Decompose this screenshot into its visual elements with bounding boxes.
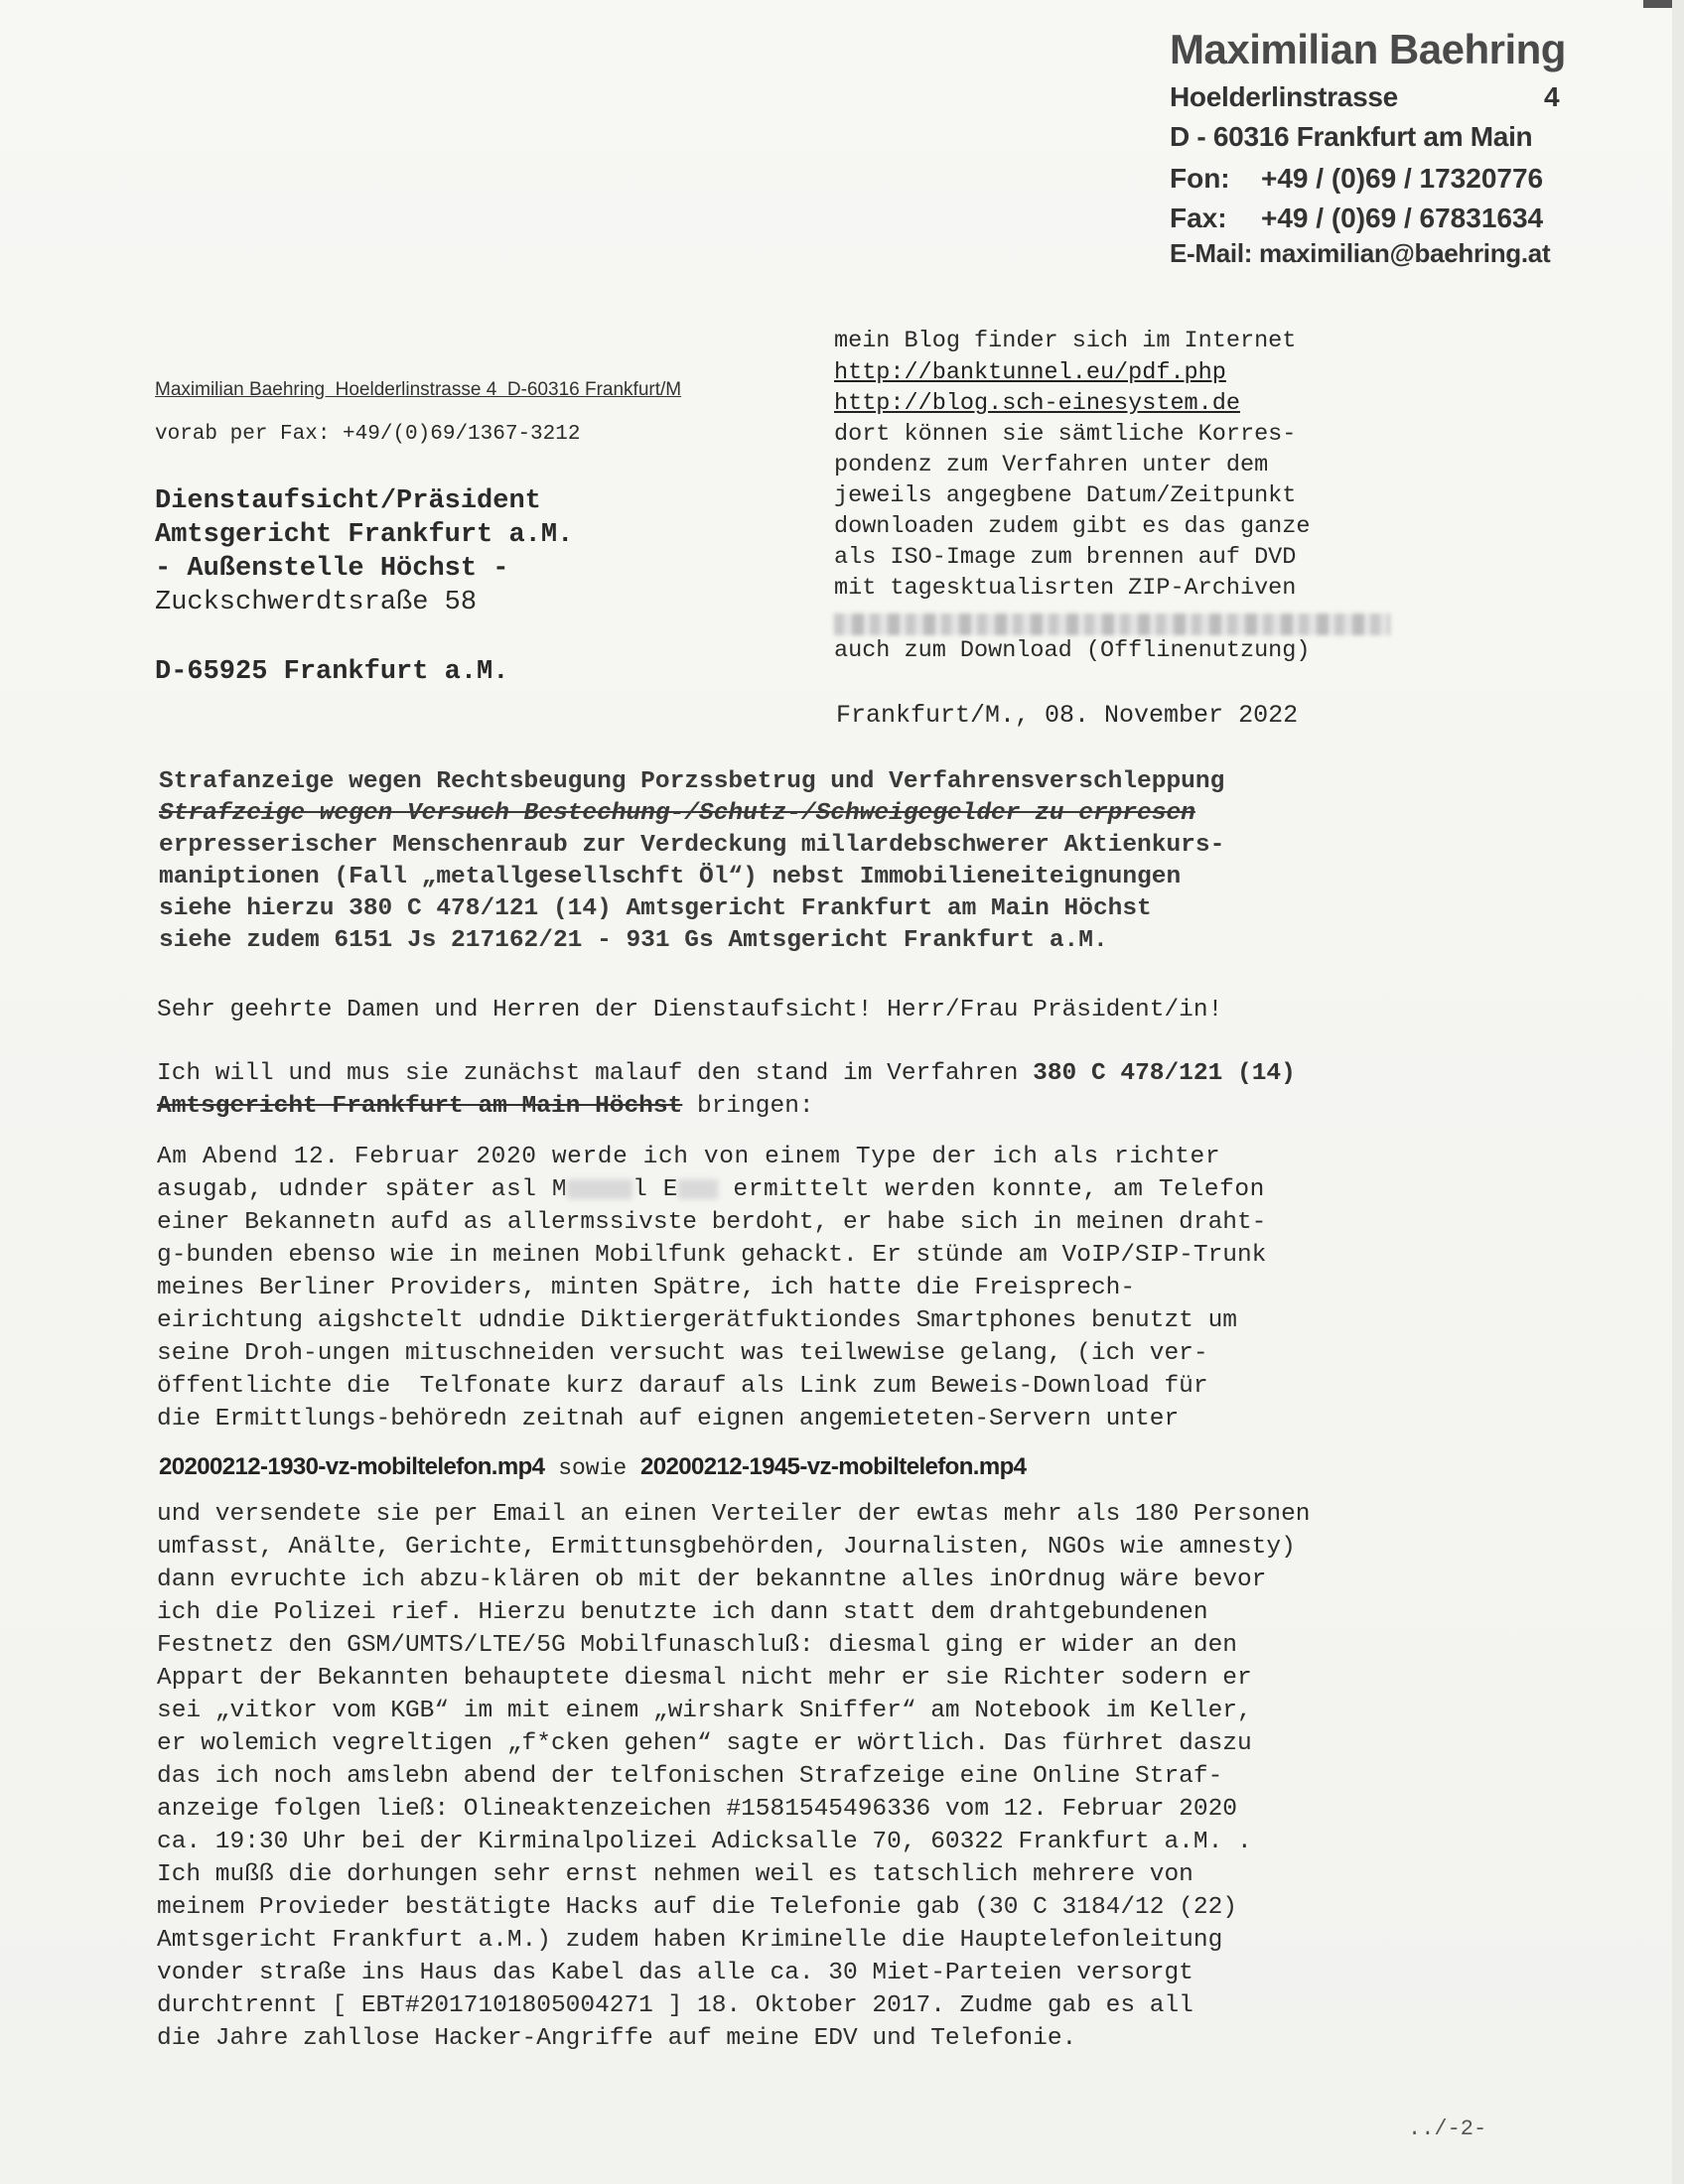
intro-line-1 — [157, 1060, 1296, 1087]
para1-line-3: einer Bekannetn aufd as allermssivste berdoht, er habe sich in meinen draht- — [157, 1209, 1267, 1236]
para2-line-12: Ich mußß die dorhungen sehr ernst nehmen weil es tatschlich mehrere von — [157, 1861, 1193, 1888]
intro-case-number: 380 C 478/121 (14) — [1033, 1060, 1296, 1087]
para2-line-16: durchtrennt [ EBT#2017101805004271 ] 18. Oktober 2017. Zudme gab es all — [157, 1992, 1193, 2019]
para2-line-6: Appart der Bekannten behauptete diesmal nicht mehr er sie Richter sodern er — [157, 1665, 1252, 1692]
salutation: Sehr geehrte Damen und Herren der Dienstaufsicht! Herr/Frau Präsident/in! — [157, 997, 1223, 1024]
blog-line-4: downloaden zudem gibt es das ganze — [834, 513, 1311, 540]
recipient-line-2: Amtsgericht Frankfurt a.M. — [155, 520, 574, 550]
blog-line-5: als ISO-Image zum brennen auf DVD — [834, 544, 1297, 571]
para2-line-7: sei „vitkor vom KGB“ im mit einem „wirshark Sniffer“ am Notebook im Keller, — [157, 1698, 1252, 1724]
fax-note: vorab per Fax: +49/(0)69/1367-3212 — [155, 423, 581, 446]
intro-court: Amtsgericht Frankfurt am Main Höchst — [157, 1093, 683, 1120]
sender-line: Maximilian Baehring Hoelderlinstrasse 4 D-60316 Frankfurt/M — [155, 379, 682, 400]
subject-line-2: Strafzeige wegen Versuch Bestechung-/Schutz-/Schweigegelder zu erpresen — [159, 800, 1195, 827]
para2-line-10: anzeige folgen ließ: Olineaktenzeichen #1581545496336 vom 12. Februar 2020 — [157, 1796, 1237, 1823]
para1-line-5: meines Berliner Providers, minten Spätre, ich hatte die Freisprech- — [157, 1275, 1136, 1301]
letterhead-city: D - 60316 Frankfurt am Main — [1170, 121, 1533, 152]
file-names — [159, 1453, 1026, 1481]
para2-line-1: und versendete sie per Email an einen Verteiler der ewtas mehr als 180 Personen — [157, 1501, 1311, 1528]
blog-link-1-anchor[interactable]: http://banktunnel.eu/pdf.php — [834, 359, 1226, 386]
blog-line-1: dort können sie sämtliche Korres- — [834, 421, 1297, 448]
blog-link-2-anchor[interactable]: http://blog.sch-einesystem.de — [834, 390, 1240, 417]
recipient-line-1: Dienstaufsicht/Präsident — [155, 486, 541, 516]
blog-intro: mein Blog finder sich im Internet — [834, 328, 1297, 354]
para2-line-5: Festnetz den GSM/UMTS/LTE/5G Mobilfunaschluß: diesmal ging er wider an den — [157, 1632, 1237, 1659]
para2-line-15: vonder straße ins Haus das Kabel das alle ca. 30 Miet-Parteien versorgt — [157, 1960, 1193, 1986]
para1-line-2-b: l E — [632, 1176, 679, 1203]
para2-line-8: er wolemich vegreltigen „f*cken gehen“ sagte er wörtlich. Das fürhret daszu — [157, 1730, 1252, 1757]
para2-line-14: Amtsgericht Frankfurt a.M.) zudem haben Kriminelle die Hauptelefonleitung — [157, 1927, 1223, 1954]
para1-line-2-c: ermittelt werden konnte, am Telefon — [718, 1176, 1265, 1203]
recipient-line-4: Zuckschwerdtsraße 58 — [155, 588, 478, 617]
subject-line-6: siehe zudem 6151 Js 217162/21 - 931 Gs Amtsgericht Frankfurt a.M. — [159, 927, 1108, 954]
para1-line-9: die Ermittlungs-behöredn zeitnah auf eignen angemieteten-Servern unter — [157, 1406, 1180, 1433]
redacted-name-2 — [678, 1179, 718, 1199]
blog-link-2[interactable] — [834, 390, 1240, 417]
file-1: 20200212-1930-vz-mobiltelefon.mp4 — [159, 1453, 545, 1480]
subject-line-4: maniptionen (Fall „metallgesellschft Öl“) nebst Immobilieneiteignungen — [159, 864, 1182, 890]
blog-last-line: auch zum Download (Offlinenutzung) — [834, 637, 1311, 664]
subject-line-3: erpresserischer Menschenraub zur Verdeckung millardebschwerer Aktienkurs- — [159, 832, 1225, 859]
recipient-line-5: D-65925 Frankfurt a.M. — [155, 657, 509, 687]
para1-line-7: seine Droh-ungen mituschneiden versucht was teilwewise gelang, (ich ver- — [157, 1340, 1208, 1367]
page-number: ../-2- — [1408, 2116, 1487, 2141]
letterhead-phone: +49 / (0)69 / 17320776 — [1261, 163, 1544, 194]
intro-end: bringen: — [682, 1093, 814, 1120]
para1-line-4: g-bunden ebenso wie in meinen Mobilfunk gehackt. Er stünde am VoIP/SIP-Trunk — [157, 1242, 1267, 1269]
redacted-name-1 — [567, 1179, 632, 1199]
letterhead-street: Hoelderlinstrasse — [1170, 81, 1398, 112]
scan-right-border — [1672, 0, 1684, 2184]
blog-line-3: jeweils angegbene Datum/Zeitpunkt — [834, 482, 1297, 509]
para2-line-3: dann evruchte ich abzu-klären ob mit der bekanntne alles inOrdnug wäre bevor — [157, 1567, 1267, 1593]
recipient-line-3: - Außenstelle Höchst - — [155, 554, 509, 584]
para2-line-17: die Jahre zahllose Hacker-Angriffe auf meine EDV und Telefonie. — [157, 2025, 1077, 2052]
blog-link-1[interactable] — [834, 359, 1226, 386]
para1-line-2 — [157, 1176, 1265, 1203]
subject-line-5: siehe hierzu 380 C 478/121 (14) Amtsgericht Frankfurt am Main Höchst — [159, 895, 1152, 922]
letterhead-fax: +49 / (0)69 / 67831634 — [1261, 203, 1544, 233]
letter-date: Frankfurt/M., 08. November 2022 — [836, 701, 1299, 730]
para2-line-13: meinem Provieder bestätigte Hacks auf die Telefonie gab (30 C 3184/12 (22) — [157, 1894, 1237, 1921]
letterhead-phone-label: Fon: — [1170, 163, 1230, 194]
letterhead-fax-label: Fax: — [1170, 203, 1227, 233]
intro-line-2 — [157, 1093, 814, 1120]
para2-line-11: ca. 19:30 Uhr bei der Kirminalpolizei Adicksalle 70, 60322 Frankfurt a.M. . — [157, 1829, 1252, 1855]
letterhead-email: E-Mail: maximilian@baehring.at — [1170, 238, 1551, 268]
blog-line-2: pondenz zum Verfahren unter dem — [834, 452, 1269, 478]
para1-line-8: öffentlichte die Telfonate kurz darauf als Link zum Beweis-Download für — [157, 1373, 1208, 1400]
para2-line-9: das ich noch amslebn abend der telfonischen Strafzeige eine Online Straf- — [157, 1763, 1223, 1790]
file-2: 20200212-1945-vz-mobiltelefon.mp4 — [640, 1453, 1027, 1480]
subject-line-1: Strafanzeige wegen Rechtsbeugung Porzssbetrug und Verfahrensverschleppung — [159, 768, 1225, 795]
para1-line-6: eirichtung aigshctelt udndie Diktiergerätfuktiondes Smartphones benutzt um — [157, 1307, 1237, 1334]
para1-line-1: Am Abend 12. Februar 2020 werde ich von einem Type der ich als richter — [157, 1144, 1221, 1170]
para1-line-2-a: asugab, udnder später asl M — [157, 1176, 568, 1203]
blog-line-6: mit tagesktualisrten ZIP-Archiven — [834, 575, 1297, 602]
letterhead-name: Maximilian Baehring — [1170, 26, 1566, 72]
letterhead-house-number: 4 — [1544, 81, 1560, 112]
blurred-url — [834, 610, 1390, 636]
file-joiner: sowie — [544, 1455, 641, 1481]
para2-line-2: umfasst, Anälte, Gerichte, Ermittunsgbehörden, Journalisten, NGOs wie amnesty) — [157, 1534, 1296, 1561]
para2-line-4: ich die Polizei rief. Hierzu benutzte ich dann statt dem drahtgebundenen — [157, 1599, 1208, 1626]
intro-text: Ich will und mus sie zunächst malauf den stand im Verfahren — [157, 1060, 1034, 1087]
